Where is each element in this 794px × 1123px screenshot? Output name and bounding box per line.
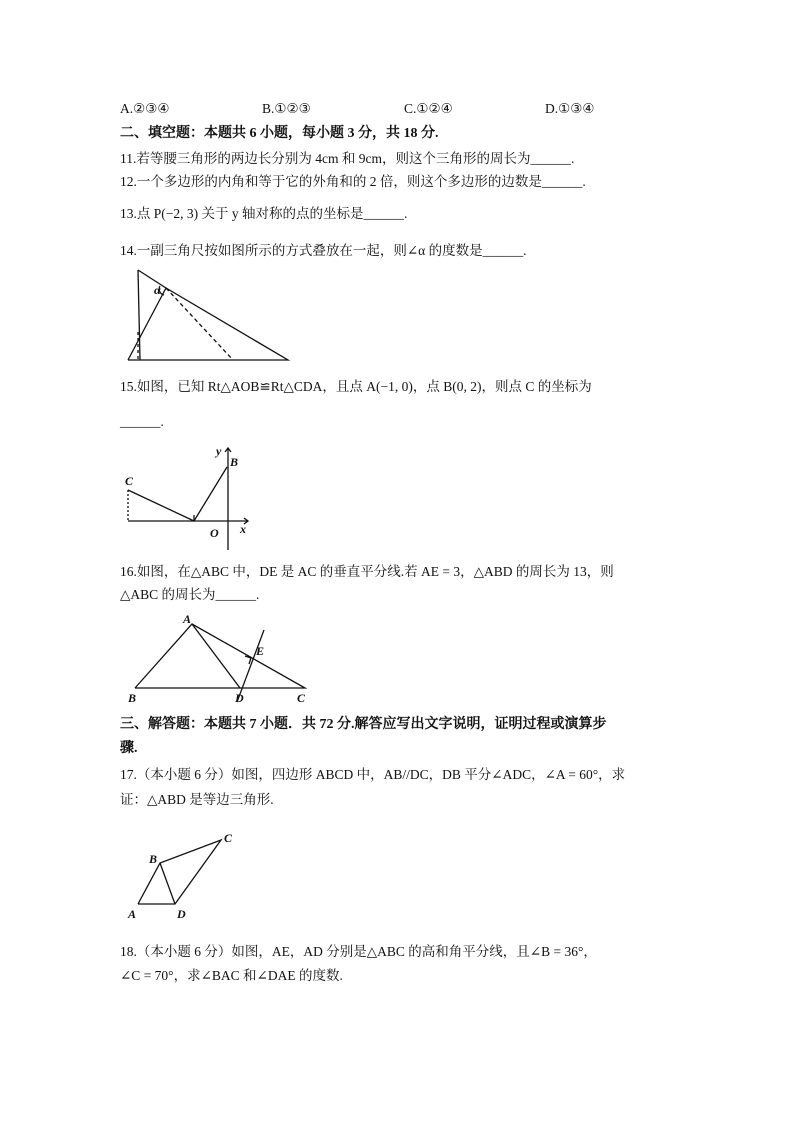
- q10-option-d: D.①③④: [545, 101, 595, 116]
- q16-label-c: C: [297, 691, 306, 705]
- q15-figure: [120, 440, 260, 555]
- question-15-blank: ______.: [120, 414, 164, 429]
- q17-label-d: D: [177, 907, 186, 921]
- q15-label-o: O: [210, 526, 219, 540]
- q15-label-y: y: [216, 444, 222, 458]
- question-16-line2: △ABC 的周长为______.: [120, 587, 260, 602]
- question-14: 14.一副三角尺按如图所示的方式叠放在一起，则∠α 的度数是______.: [120, 243, 527, 258]
- question-13: 13.点 P(−2, 3) 关于 y 轴对称的点的坐标是______.: [120, 206, 408, 221]
- q15-label-x: x: [240, 522, 246, 536]
- q10-option-a: A.②③④: [120, 101, 170, 116]
- q14-alpha-label: α: [154, 283, 161, 297]
- section2-heading: 二、填空题：本题共 6 小题，每小题 3 分，共 18 分.: [120, 126, 439, 141]
- section3-heading: 三、解答题：本题共 7 小题．共 72 分.解答应写出文字说明，证明过程或演算步: [120, 717, 607, 732]
- question-17-line2: 证：△ABD 是等边三角形.: [120, 792, 274, 807]
- q17-label-b: B: [149, 852, 158, 866]
- q16-label-b: B: [128, 691, 137, 705]
- question-11: 11.若等腰三角形的两边长分别为 4cm 和 9cm，则这个三角形的周长为______.: [120, 151, 575, 166]
- section3-heading-line2: 骤.: [120, 741, 138, 756]
- q16-figure: [125, 612, 315, 712]
- question-18: 18.（本小题 6 分）如图，AE，AD 分别是△ABC 的高和角平分线，且∠B = 36°，: [120, 944, 597, 959]
- q16-label-a: A: [183, 612, 192, 626]
- q15-label-b: B: [230, 455, 239, 469]
- q10-option-b: B.①②③: [262, 101, 311, 116]
- q16-label-e: E: [256, 644, 265, 658]
- question-16: 16.如图，在△ABC 中，DE 是 AC 的垂直平分线.若 AE = 3，△ABD 的周长为 13，则: [120, 564, 614, 579]
- q16-label-d: D: [235, 691, 244, 705]
- q15-label-c: C: [125, 474, 134, 488]
- question-17: 17.（本小题 6 分）如图，四边形 ABCD 中，AB//DC，DB 平分∠ADC，∠A = 60°，求: [120, 767, 626, 782]
- question-12: 12.一个多边形的内角和等于它的外角和的 2 倍，则这个多边形的边数是______.: [120, 174, 586, 189]
- q17-label-a: A: [128, 907, 137, 921]
- question-15: 15.如图，已知 Rt△AOB≌Rt△CDA，且点 A(−1, 0)，点 B(0, 2)，则点 C 的坐标为: [120, 379, 592, 394]
- q14-figure: [120, 262, 300, 367]
- q17-label-c: C: [224, 831, 233, 845]
- q10-option-c: C.①②④: [404, 101, 453, 116]
- question-18-line2: ∠C = 70°，求∠BAC 和∠DAE 的度数.: [120, 968, 343, 983]
- q17-figure: [120, 822, 250, 922]
